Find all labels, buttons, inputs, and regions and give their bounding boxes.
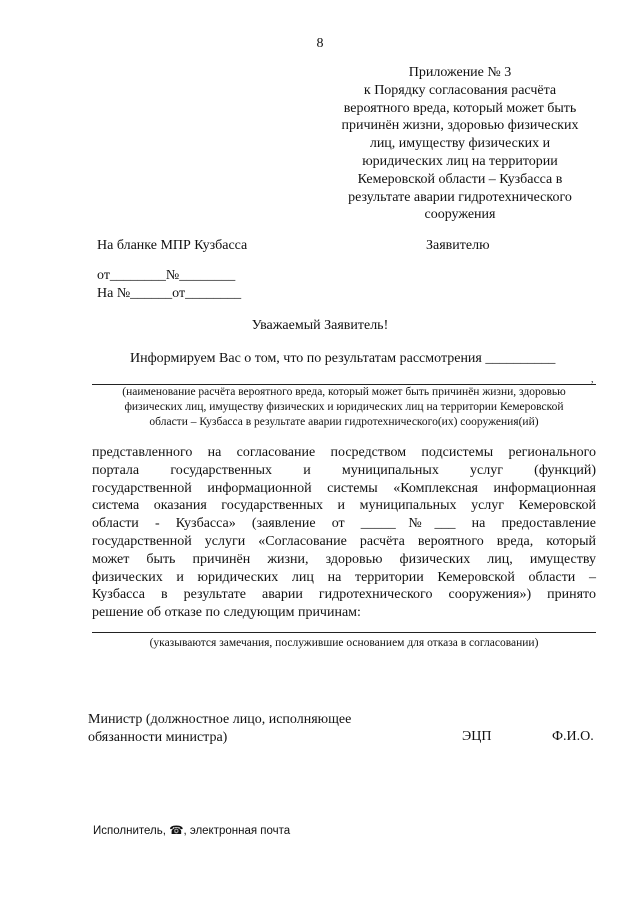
outgoing-registration: от________№________ <box>97 268 236 283</box>
appendix-line: Приложение № 3 <box>408 65 512 80</box>
executor-line: Исполнитель, ☎, электронная почта <box>93 825 291 837</box>
appendix-line: лиц, имуществу физических и <box>369 136 551 152</box>
body-line: может быть причинён жизни, здоровью физических лиц, имуществу <box>92 551 596 567</box>
full-name-label: Ф.И.О. <box>552 729 594 744</box>
body-line: государственной услуги «Согласование расчёта вероятного вреда, который <box>92 533 596 549</box>
page-number: 8 <box>316 36 324 51</box>
calculation-name-hint <box>92 385 596 430</box>
appendix-line: результате аварии гидротехнического <box>348 189 572 205</box>
body-line: система оказания государственных и муниципальных услуг Кемеровской <box>92 498 596 514</box>
hint-line: области – Кузбасса в результате аварии гидротехнического(их) сооружения(ий) <box>149 416 539 428</box>
incoming-registration: На №______от________ <box>97 286 242 301</box>
appendix-line: причинён жизни, здоровью физических <box>341 118 579 134</box>
addressee: Заявителю <box>426 238 490 253</box>
body-line: Кузбасса в результате аварии гидротехнического сооружения») принято <box>92 587 596 603</box>
body-line: решение об отказе по следующим причинам: <box>92 605 361 621</box>
letterhead-note: На бланке МПР Кузбасса <box>97 238 248 253</box>
signatory-title <box>88 711 351 747</box>
remarks-hint: (указываются замечания, послужившие основанием для отказа в согласовании) <box>149 637 539 649</box>
appendix-header <box>330 64 590 224</box>
remarks-underline <box>92 632 596 633</box>
appendix-line: к Порядку согласования расчёта <box>363 82 557 98</box>
appendix-line: вероятного вреда, который может быть <box>343 100 577 116</box>
body-line: области - Кузбасса» (заявление от _____№___ на предоставление <box>92 516 596 532</box>
electronic-signature-label: ЭЦП <box>462 729 492 744</box>
hint-line: физических лиц, имуществу физических и юридических лиц на территории Кемеровской <box>124 401 564 413</box>
greeting: Уважаемый Заявитель! <box>251 318 389 333</box>
appendix-line: сооружения <box>424 207 496 223</box>
appendix-line: юридических лиц на территории <box>362 153 558 169</box>
hint-line: (наименование расчёта вероятного вреда, который может быть причинён жизни, здоровью <box>122 386 566 398</box>
body-line: государственной информационной системы «Комплексная информационная <box>92 480 596 496</box>
inform-comma: , <box>591 374 594 385</box>
body-line: физических и юридических лиц на территории Кемеровской области – <box>92 569 596 585</box>
inform-line: Информируем Вас о том, что по результатам рассмотрения __________ <box>130 351 556 366</box>
signatory-line: обязанности министра) <box>88 730 228 745</box>
body-line: представленного на согласование посредством подсистемы регионального <box>92 445 596 460</box>
body-paragraph <box>92 444 596 622</box>
appendix-line: Кемеровской области – Кузбасса в <box>357 171 563 187</box>
signatory-line: Министр (должностное лицо, исполняющее <box>88 712 352 727</box>
body-line: портала государственных и муниципальных услуг (функций) <box>92 462 596 478</box>
